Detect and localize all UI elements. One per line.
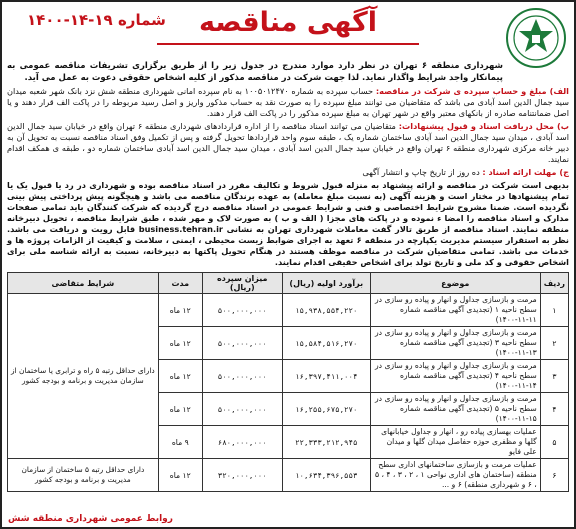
row-estimate: ۲۲,۳۳۳,۲۱۲,۹۴۵ xyxy=(282,426,370,459)
row-deposit: ۵۰۰,۰۰۰,۰۰۰ xyxy=(202,327,282,360)
footer-credit: روابط عمومی شهرداری منطقه شش xyxy=(8,514,173,524)
row-estimate: ۱۵,۹۳۸,۵۵۴,۲۲۰ xyxy=(282,294,370,327)
row-estimate: ۱۶,۳۹۷,۴۱۱,۰۰۴ xyxy=(282,360,370,393)
row-subject: مرمت و بازسازی جداول و انهار و پیاده رو سازی در سطح ناحیه ۵ (تجدیدی آگهی مناقصه شماره ۱۵-۱۱-۱۴۰۰) xyxy=(370,393,540,426)
row-no: ۳ xyxy=(540,360,568,393)
row-subject: مرمت و بازسازی جداول و انهار و پیاده رو سازی در سطح ناحیه ۱ (تجدیدی آگهی مناقصه شماره ۱۱-۱۱-۱۴۰۰) xyxy=(370,294,540,327)
section-a xyxy=(7,86,569,119)
row-no: ۱ xyxy=(540,294,568,327)
page-title: آگهی مناقصه xyxy=(198,7,378,38)
section-b xyxy=(7,121,569,165)
section-c-label: ج) مهلت ارائه اسناد : xyxy=(482,167,569,177)
title-divider xyxy=(157,43,419,45)
row-deposit: ۵۰۰,۰۰۰,۰۰۰ xyxy=(202,294,282,327)
notice-number xyxy=(27,11,166,29)
row-duration: ۱۲ ماه xyxy=(158,459,202,492)
row-subject: عملیات مرمت و بازسازی ساختمانهای اداری سطح منطقه (ساختمان های اداری نواحی ۱ ، ۲ ، ۳ ، ۴ ، ۵ ، ۶ و شهرداری منطقه) ۶ و ... xyxy=(370,459,540,492)
number-value: ۱۹-۱۴-۱۴۰۰ xyxy=(27,11,113,29)
row-duration: ۱۲ ماه xyxy=(158,294,202,327)
row-subject: مرمت و بازسازی جداول و انهار و پیاده رو سازی در سطح ناحیه ۳ (تجدیدی آگهی مناقصه شماره ۱۳-۱۱-۱۴۰۰) xyxy=(370,327,540,360)
table-row xyxy=(8,294,569,327)
row-estimate: ۱۵,۵۸۴,۵۱۶,۲۷۰ xyxy=(282,327,370,360)
row-deposit: ۵۰۰,۰۰۰,۰۰۰ xyxy=(202,360,282,393)
col-header-duration: مدت xyxy=(158,273,202,294)
section-a-label: الف) مبلغ و حساب سپرده ی شرکت در مناقصه: xyxy=(375,86,569,96)
row-estimate: ۱۰,۶۳۴,۳۹۶,۵۵۳ xyxy=(282,459,370,492)
row-duration: ۱۲ ماه xyxy=(158,393,202,426)
row-no: ۶ xyxy=(540,459,568,492)
section-b-label: ب) محل دریافت اسناد و قبول پیشنهادات: xyxy=(398,121,570,131)
section-b-text: متقاضیان می توانند اسناد مناقصه را از اداره قراردادهای شهرداری منطقه ۶ تهران واقع در خیابان سید جمال الدین اسد آبادی ، میدان سید جمال الدین اسد آبادی ساختمان شماره یک ، طبقه سوم واحد قراردادها تحویل گرفته و پس از تکمیل وفق اسناد مناقصه نسبت به تحویل آن به دبیر خانه مرکزی شهرداری منطقه ۶ تهران واقع در خیابان سید جمال الدین اسد آبادی ، میدان سید جمال الدین اسد آبادی ساختمان شماره دو ، طبقه ی همکف اقدام نمایند. xyxy=(7,121,569,164)
row-no: ۵ xyxy=(540,426,568,459)
tender-table xyxy=(7,272,569,492)
row-duration: ۱۲ ماه xyxy=(158,327,202,360)
table-header-row xyxy=(8,273,569,294)
row-subject: مرمت و بازسازی جداول و انهار و پیاده رو سازی در سطح ناحیه ۴ (تجدیدی آگهی مناقصه شماره ۱۴-۱۱-۱۴۰۰) xyxy=(370,360,540,393)
body-text: بدیهی است شرکت در مناقصه و ارائه پیشنهاد به منزله قبول شروط و تکالیف مقرر در اسناد مناقصه بوده و شهرداری در رد یا قبول یک یا تمام پیشنهادها در مختار است و هزینه آگهی (به نسبت مبلغ معامله) به عهده برندگان مناقصه می باشد و هیچگونه پیش پرداختی پیش بینی نگردیده است. ضمنا مشروح شرایط اختصاصی و فنی و شرایط عمومی در اسناد مناقصه درج گردیده که شرکت کنندگان باید تمامی صفحات مدارک و اسناد مناقصه را امضا ء نموده و در پاکت های مجزا ( الف و ب ) به صورت لاک و مهر شده ، طبق شرایط مناقصه ، تحویل دبیرخانه منطقه نمایند. اسناد مناقصه از طریق تالار گفت معاملات شهرداری تهران به نشانی business.tehran.ir قابل رویت و دریافت می باشد. نظر به استقرار سیستم مدیریت یکپارچه در منطقه ۶ تعهد به اجرای ضوابط زیست محیطی ، ایمنی ، سلامت و کیفیت از الزامات پروژه ها و خدمات می باشد. تمامی متقاضیان شرکت در مناقصه موظف هستند در هنگام تحویل پاکتها به دبیرخانه، نسبت به ارائه شناسه ملی برای اشخاص حقوقی و کد ملی و تاریخ تولد برای اشخاص حقیقی اقدام نمایند. xyxy=(7,180,569,267)
row-deposit: ۳۲۰,۰۰۰,۰۰۰ xyxy=(202,459,282,492)
row-deposit: ۵۰۰,۰۰۰,۰۰۰ xyxy=(202,393,282,426)
row-conditions: دارای حداقل رتبه ۵ ساختمان از سازمان مدیریت و برنامه و بودجه کشور xyxy=(8,459,159,492)
row-conditions: دارای حداقل رتبه ۵ راه و ترابری یا ساختمان از سازمان مدیریت و برنامه و بودجه کشور xyxy=(8,294,159,459)
col-header-conditions: شرایط متقاضی xyxy=(8,273,159,294)
intro-text: شهرداری منطقه ۶ تهران در نظر دارد موارد مندرج در جدول زیر را از طریق برگزاری تشریفات مناقصه عمومی به پیمانکار واجد شرایط واگذار نماید. لذا جهت شرکت در مناقصه مذکور از کلیه اشخاص حقوقی دعوت به عمل می آید. xyxy=(7,61,503,83)
row-estimate: ۱۶,۲۵۵,۶۷۵,۲۷۰ xyxy=(282,393,370,426)
col-header-deposit: میزان سپرده (ریال) xyxy=(202,273,282,294)
number-prefix: شماره xyxy=(117,11,166,29)
row-subject: عملیات بهسازی پیاده رو ، انهار و جداول خیابانهای گلها و مظفری حوزه حفاصل میدان گلها و میدان علی فایو xyxy=(370,426,540,459)
notice-header xyxy=(7,5,569,75)
section-c xyxy=(7,167,569,178)
table-row xyxy=(8,459,569,492)
section-c-text: ده روز از تاریخ چاپ و انتشار آگهی xyxy=(362,167,480,177)
row-duration: ۱۲ ماه xyxy=(158,360,202,393)
col-header-no: ردیف xyxy=(540,273,568,294)
row-deposit: ۶۸۰,۰۰۰,۰۰۰ xyxy=(202,426,282,459)
col-header-subject: موضوع xyxy=(370,273,540,294)
row-no: ۴ xyxy=(540,393,568,426)
section-a-text: حساب سپرده به شماره ۱۰۰۵۰۱۲۴۷۰ به نام سپرده امانی شهرداری منطقه شش نزد بانک شهر شعبه میدان سید جمال الدین اسد آبادی می باشد که متقاضیان می توانند مبلغ سپرده را به صورت نقد به حساب مذکور واریز و اصل رسید مربوطه را در پاکت الف قرار دهند و یا اصل ضمانتنامه صادره از بانکهای معتبر واقع در شهر تهران به مبلغ سپرده مذکور را در پاکت الف قرار دهند. xyxy=(7,86,569,118)
col-header-estimate: برآورد اولیه (ریال) xyxy=(282,273,370,294)
row-duration: ۹ ماه xyxy=(158,426,202,459)
row-no: ۲ xyxy=(540,327,568,360)
